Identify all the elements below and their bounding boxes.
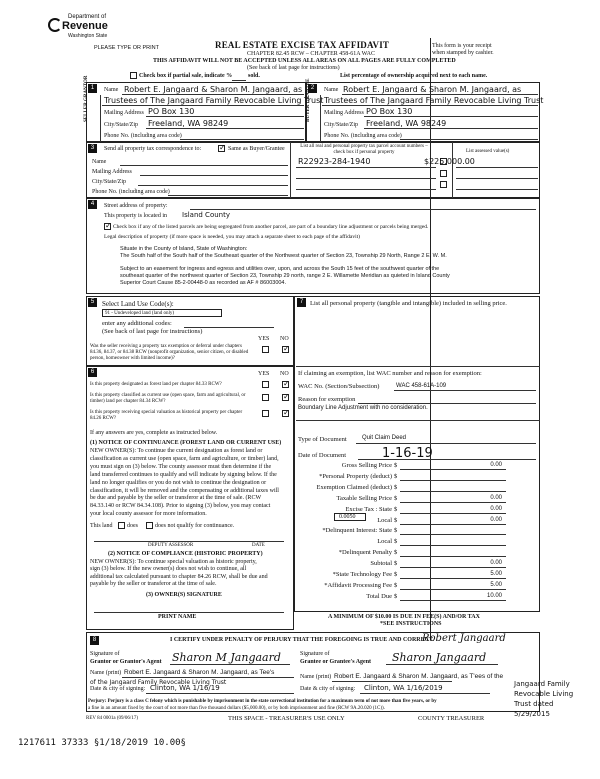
- county-treasurer-label: COUNTY TREASURER: [418, 715, 485, 722]
- grantee-sig-label-1: Signature of: [300, 651, 330, 657]
- s5-see-back: (See back of last page for instructions): [102, 328, 203, 335]
- reason-value[interactable]: Boundary Line Adjustment with no consideration.: [298, 405, 428, 411]
- tax-row-label: *Delinquent Penalty: [338, 549, 392, 557]
- tax-row-label: Subtotal: [370, 560, 392, 568]
- notice-2-line: additional tax calculated pursuant to chapter 84.26 RCW, shall be due and: [90, 573, 268, 580]
- same-as-buyer-label: Same as Buyer/Grantee: [228, 146, 285, 152]
- grantor-sig-label-1: Signature of: [90, 651, 120, 657]
- tax-row-label: Excise Tax : State: [345, 505, 392, 513]
- section-number-8: 8: [90, 636, 99, 645]
- tax-row-label: Exemption Claimed (deduct): [316, 483, 392, 491]
- forest-yes-checkbox[interactable]: [262, 381, 269, 388]
- grantee-hand-note-2: Revocable Living: [514, 690, 574, 698]
- wac-value[interactable]: WAC 458-61A-109: [396, 383, 447, 389]
- buyer-city[interactable]: Freeland, WA 98249: [366, 119, 447, 128]
- perjury-line-2: a fine in an amount fixed by the court of not more than five thousand dollars ($5,000.00), or by both imprisonment and fine (RCW 9A.20.020 (1C)).: [88, 706, 385, 711]
- same-as-buyer-checkbox[interactable]: ✓: [219, 143, 226, 152]
- seller-name-label: Name: [104, 87, 119, 93]
- notice-1-line: land transferred continues to qualify and will indicate by signing below. If the: [90, 471, 277, 478]
- s5-yes-checkbox[interactable]: [262, 346, 269, 353]
- grantee-sig-label-2: Grantee or Grantee's Agent: [300, 659, 372, 665]
- historic-question: Is this property receiving special valuation as historical property per chapter 84.26 RCW?: [90, 410, 243, 421]
- historic-no-checkbox[interactable]: ✓: [283, 408, 290, 417]
- notice-2-line: NEW OWNER(S): To continue special valuation as historic property,: [90, 559, 257, 565]
- buyer-name[interactable]: Robert E. Jangaard & Sharon M. Jangaard, as: [343, 85, 522, 94]
- deputy-assessor-label: DEPUTY ASSESSOR: [148, 543, 194, 548]
- reason-label: Reason for exemption: [298, 396, 356, 403]
- grantee-signature[interactable]: Sharon Jangaard: [392, 651, 487, 664]
- warning-text: THIS AFFIDAVIT WILL NOT BE ACCEPTED UNLESS ALL AREAS ON ALL PAGES ARE FULLY COMPLETED: [153, 58, 456, 64]
- dollar-sign: $: [394, 462, 398, 469]
- percentage-label: List percentage of ownership acquired next to each name.: [340, 73, 488, 79]
- grantee-name-print[interactable]: Robert E. Jangaard & Sharon M. Jangaard, as T'ees of the: [334, 673, 504, 680]
- land-use-label: Select Land Use Code(s):: [102, 300, 174, 308]
- tax-row-value[interactable]: 5.00: [490, 571, 502, 577]
- dollar-sign: $: [394, 560, 398, 568]
- dollar-sign: $: [394, 472, 398, 480]
- partial-sale-label: Check box if partial sale, indicate %: [139, 73, 233, 79]
- current-use-yes-checkbox[interactable]: [262, 394, 269, 401]
- logo-line-3: Washington State: [68, 33, 108, 39]
- dollar-sign: $: [394, 516, 398, 524]
- does-checkbox[interactable]: [118, 522, 125, 529]
- logo-swoosh-icon: [48, 18, 62, 32]
- doc-type-label: Type of Document: [298, 436, 347, 443]
- notice-1-title: (1) NOTICE OF CONTINUANCE (FOREST LAND OR CURRENT USE): [90, 440, 282, 446]
- perjury-line-1: Perjury: Perjury is a class C felony which is punishable by imprisonment in the state correctional institution for a maximum term of not more than five years, or by: [88, 699, 437, 704]
- tax-row-value[interactable]: 0.00: [490, 560, 502, 567]
- s5-no: NO: [280, 336, 289, 342]
- if-yes-note: If any answers are yes, complete as instructed below.: [90, 430, 218, 436]
- doc-date-value[interactable]: 1-16-19: [382, 446, 433, 461]
- tax-row-label: Local: [377, 516, 392, 524]
- tax-row-value[interactable]: 0.00: [490, 505, 502, 512]
- owner-signature-label: (3) OWNER(S) SIGNATURE: [146, 592, 222, 598]
- street-address-label: Street address of property:: [104, 203, 168, 209]
- treasurer-space-label: THIS SPACE - TREASURER'S USE ONLY: [228, 715, 345, 722]
- tax-row-value[interactable]: 0.00: [490, 462, 502, 468]
- section-number-3: 3: [88, 144, 97, 153]
- partial-sale-checkbox[interactable]: [130, 72, 137, 79]
- tax-row-value[interactable]: 0.00: [490, 494, 502, 501]
- tax-row-value[interactable]: 10.00: [486, 592, 502, 599]
- seller-name-2[interactable]: Trustees of The Jangaard Family Revocable Living Trust: [104, 96, 324, 105]
- parcel-header: List all real and personal property tax parcel account numbers – check box if personal property: [300, 144, 428, 155]
- buyer-phone-label: Phone No. (including area code): [324, 133, 402, 139]
- grantee-hand-note-4: 5/29/2015: [514, 710, 550, 718]
- legal-line-3: Subject to an easement for ingress and egress and utilities over, upon, and across the South 15 feet of the southwest quarter of the: [120, 266, 440, 272]
- certify-statement: I CERTIFY UNDER PENALTY OF PERJURY THAT THE FOREGOING IS TRUE AND CORRECT.: [170, 637, 435, 643]
- notice-1-line: classification, it will be removed and the compensating or additional taxes will: [90, 487, 279, 494]
- grantor-date-city[interactable]: Clinton, WA 1/16/19: [150, 684, 220, 692]
- notice-1-line: land no longer qualifies or you do not wish to continue the designation or: [90, 479, 267, 486]
- does-not-label: does not qualify for continuance.: [155, 523, 235, 529]
- historic-yes-checkbox[interactable]: [262, 410, 269, 417]
- local-rate-value: 0.0050: [339, 514, 356, 520]
- grantor-sig-label-2: Grantor or Grantor's Agent: [90, 659, 162, 665]
- segregation-checkbox[interactable]: ✓: [105, 221, 112, 230]
- s5-yes: YES: [258, 336, 270, 342]
- notice-1-line: NEW OWNER(S): To continue the current designation as forest land or: [90, 448, 263, 454]
- logo-line-2: Revenue: [62, 20, 108, 32]
- notice-1-line: your local county assessor for more information.: [90, 511, 207, 518]
- grantor-signature[interactable]: Sharon M Jangaard: [172, 651, 281, 664]
- land-use-select[interactable]: [102, 309, 222, 317]
- exemption-label: If claiming an exemption, list WAC number and reason for exemption:: [298, 370, 482, 377]
- notice-1-line: you must sign on (3) below. The county assessor must then determine if the: [90, 463, 272, 470]
- grantor-name-print[interactable]: Robert E. Jangaard & Sharon M. Jangaard, as Tee's: [124, 669, 275, 676]
- additional-codes-label: enter any additional codes:: [102, 320, 172, 327]
- s3-mailing-label: Mailing Address: [92, 169, 132, 175]
- tax-row-label: Local: [377, 538, 392, 546]
- assessor-date-label: DATE: [252, 543, 265, 548]
- dollar-sign: $: [394, 505, 398, 513]
- personal-property-checkbox-2[interactable]: [440, 170, 447, 177]
- s3-phone-label: Phone No. (including area code): [92, 189, 170, 195]
- see-instructions: *SEE INSTRUCTIONS: [380, 621, 442, 627]
- tax-row-label: *Personal Property (deduct): [319, 472, 392, 480]
- current-use-question: Is this property classified as current use (open space, farm and agricultural, or timber) land per chapter 84.34 RCW?: [90, 393, 246, 404]
- tax-row-value[interactable]: 5.00: [490, 581, 502, 588]
- buyer-mailing-label: Mailing Address: [324, 110, 364, 116]
- doc-type-value[interactable]: Quit Claim Deed: [362, 435, 407, 441]
- seller-city[interactable]: Freeland, WA 98249: [148, 119, 229, 128]
- dollar-sign: $: [394, 483, 398, 491]
- grantee-name-print-label: Name (print): [300, 674, 332, 680]
- seller-name[interactable]: Robert E. Jangaard & Sharon M. Jangaard, as: [124, 85, 303, 94]
- assessed-header: List assessed value(s): [466, 149, 510, 154]
- local-rate-box[interactable]: [334, 513, 366, 521]
- personal-property-label: List all personal property (tangible and intangible) included in selling price.: [310, 300, 507, 307]
- section-number-2: 2: [308, 84, 317, 93]
- buyer-city-label: City/State/Zip: [324, 122, 358, 128]
- buyer-side-label: BUYER GRANTEE: [306, 78, 311, 122]
- notice-2-line: sign (3) below. If the new owner(s) does not wish to continue, all: [90, 566, 247, 573]
- forest-land-question: Is this property designated as forest land per chapter 84.33 RCW?: [90, 382, 222, 387]
- buyer-name-label: Name: [324, 87, 339, 93]
- dollar-sign: $: [394, 581, 398, 589]
- grantor-date-city-label: Date & city of signing:: [90, 686, 146, 692]
- s5-no-checkbox[interactable]: ✓: [283, 344, 290, 353]
- dollar-sign: $: [394, 494, 398, 502]
- s6-no: NO: [280, 371, 289, 377]
- minimum-due-note: A MINIMUM OF $10.00 IS DUE IN FEE(S) AND/OR TAX: [328, 614, 480, 620]
- personal-property-checkbox-3[interactable]: [440, 181, 447, 188]
- receipt-note-1: This form is your receipt: [432, 43, 492, 49]
- assessed-value[interactable]: $225,000.00: [424, 157, 475, 166]
- tax-row-value[interactable]: 0.00: [490, 516, 502, 523]
- legal-desc-label: Legal description of property (if more space is needed, you may attach a separate sheet to each page of the affidavit): [104, 234, 360, 240]
- sold-label: sold.: [248, 73, 260, 79]
- doc-date-label: Date of Document: [298, 452, 347, 459]
- legal-line-5: Superior Court Cause 85-2-00448-0 as recorded as AF # 86003004.: [120, 280, 287, 286]
- notice-2-line: payable by the seller or transferor at the time of sale.: [90, 581, 217, 588]
- receipt-note-2: when stamped by cashier.: [432, 50, 494, 56]
- exemption-question: Was the seller receiving a property tax exemption or deferral under chapters 84.36, 84.37, or 84.38 RCW (nonprofit organization, senior citizen, or disabled person, homeowner with limited income)?: [90, 344, 249, 361]
- form-revision: REV 84 0001a (09/06/17): [86, 716, 138, 721]
- forest-no-checkbox[interactable]: ✓: [283, 379, 290, 388]
- logo-line-1: Department of: [68, 14, 107, 20]
- legal-line-2: The South half of the South half of the Southeast quarter of the Northwest quarter of Section 23, Township 29 North, Range 2 E. W. M.: [120, 253, 447, 259]
- section-number-4: 4: [88, 200, 97, 209]
- current-use-no-checkbox[interactable]: ✓: [283, 392, 290, 401]
- print-name-label: PRINT NAME: [158, 614, 197, 620]
- section-number-1: 1: [88, 84, 97, 93]
- see-back-note: (See back of last page for instructions): [247, 65, 340, 71]
- tax-row-label: *Affidavit Processing Fee: [324, 581, 392, 589]
- send-correspondence-label: Send all property tax correspondence to:: [104, 146, 202, 152]
- tax-row-label: *State Technology Fee: [332, 571, 392, 578]
- does-not-checkbox[interactable]: [146, 522, 153, 529]
- land-use-value: 91 - Undeveloped land (land only): [105, 311, 175, 316]
- segregation-label: Check box if any of the listed parcels are being segregated from another parcel, are part of a boundary line adjustment or parcels being merged.: [113, 224, 429, 230]
- does-label: does: [127, 523, 138, 529]
- seller-mailing-label: Mailing Address: [104, 110, 144, 116]
- county-label: This property is located in: [104, 213, 167, 219]
- grantee-date-city-label: Date & city of signing:: [300, 686, 356, 692]
- notice-1-line: classification as current use (open space, farm and agriculture, or timber) land,: [90, 455, 279, 462]
- legal-line-1: Situate in the County of Island, State of Washington:: [120, 246, 248, 252]
- notice-2-title: (2) NOTICE OF COMPLIANCE (HISTORIC PROPERTY): [108, 551, 263, 557]
- s3-name-label: Name: [92, 159, 107, 165]
- parcel-number[interactable]: R22923-284-1940: [298, 157, 371, 166]
- grantee-hand-note-1: Jangaard Family: [514, 680, 570, 688]
- top-signature[interactable]: Robert Jangaard: [422, 633, 506, 644]
- page-title: REAL ESTATE EXCISE TAX AFFIDAVIT: [215, 40, 390, 50]
- tax-row-label: *Delinquent Interest: State: [322, 527, 392, 535]
- section-number-7: 7: [297, 298, 306, 307]
- tax-row-label: Taxable Selling Price: [336, 494, 392, 502]
- dollar-sign: $: [394, 549, 398, 557]
- wac-label: WAC No. (Section/Subsection): [298, 383, 380, 390]
- notice-1-line: be due and payable by the seller or transferor at the time of sale. (RCW: [90, 495, 262, 502]
- seller-side-label: SELLER GRANTOR: [84, 75, 89, 122]
- grantee-hand-note-3: Trust dated: [514, 700, 554, 708]
- grantor-hand-note: of the Jangaard Family Revocable Living Trust: [90, 679, 227, 686]
- chapter-ref: CHAPTER 82.45 RCW – CHAPTER 458-61A WAC: [247, 51, 375, 57]
- grantor-name-print-label: Name (print): [90, 670, 122, 676]
- legal-line-4: southeast quarter of the northwest quarter of Section 23, Township 29 north, range 2 E. Willamette Meridian as quieted in Island County: [120, 273, 450, 279]
- seller-mailing[interactable]: PO Box 130: [148, 107, 195, 116]
- county-value[interactable]: Island County: [182, 211, 230, 219]
- buyer-mailing[interactable]: PO Box 130: [366, 107, 413, 116]
- tax-row-label: Gross Selling Price: [341, 462, 392, 469]
- seller-city-label: City/State/Zip: [104, 122, 138, 128]
- notice-1-line: 84.33.140 or RCW 84.34.108). Prior to signing (3) below, you may contact: [90, 503, 271, 510]
- section-number-5: 5: [88, 298, 97, 307]
- dollar-sign: $: [394, 527, 398, 535]
- dollar-sign: $: [394, 538, 398, 546]
- tax-row-label: Total Due: [366, 592, 392, 600]
- dollar-sign: $: [394, 571, 398, 578]
- type-or-print: PLEASE TYPE OR PRINT: [94, 45, 160, 51]
- buyer-name-2[interactable]: Trustees of The Jangaard Family Revocable Living Trust: [324, 96, 544, 105]
- recording-stamp: 1217611 37333 §1/18/2019 10.00§: [18, 738, 186, 748]
- section-number-6: 6: [88, 368, 97, 377]
- s6-yes: YES: [258, 371, 270, 377]
- seller-phone-label: Phone No. (including area code): [104, 133, 182, 139]
- this-land-label: This land: [90, 523, 113, 529]
- dollar-sign: $: [394, 592, 398, 600]
- s3-city-label: City/State/Zip: [92, 179, 126, 185]
- grantee-date-city[interactable]: Clinton, WA 1/16/2019: [364, 684, 443, 692]
